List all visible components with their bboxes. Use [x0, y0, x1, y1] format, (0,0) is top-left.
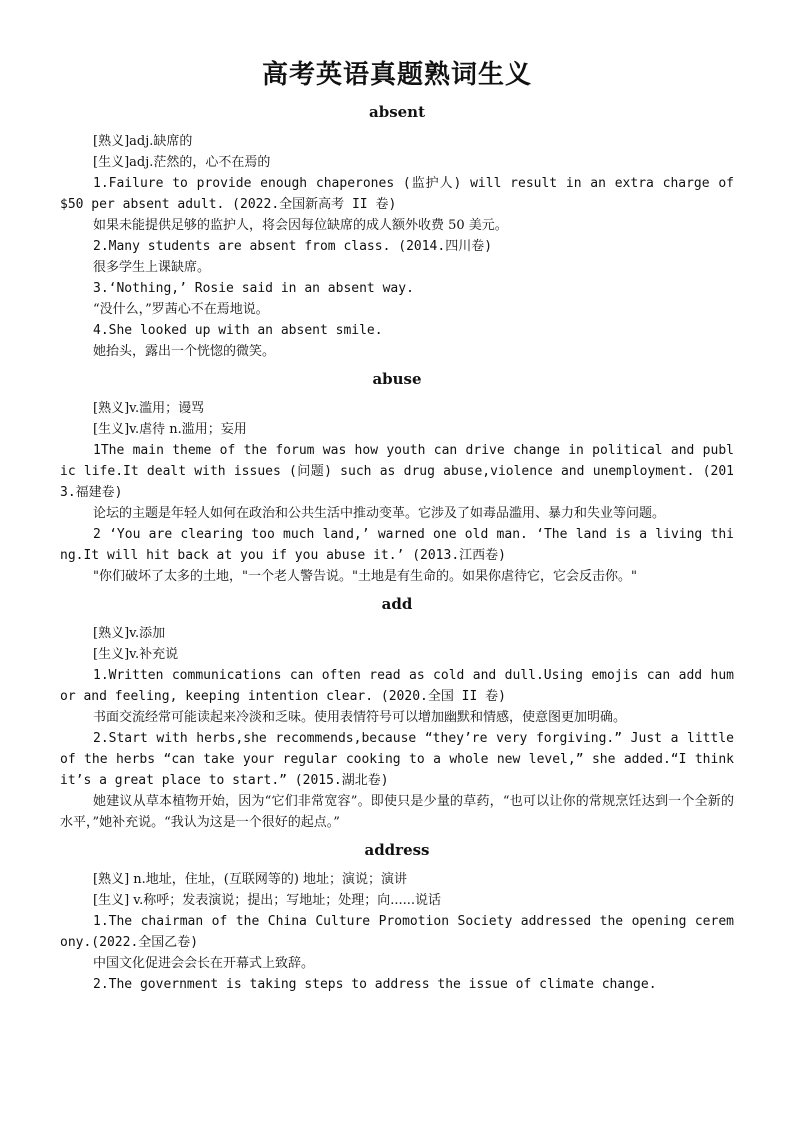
example-sentence: 1.Failure to provide enough chaperones (监护人) will result in an extra charge of $50 per absent adult. (2022.全国新高考 II 卷): [60, 176, 734, 213]
translation: 很多学生上课缺席。: [93, 260, 211, 276]
translation: 她建议从草本植物开始，因为“它们非常宽容”。即使只是少量的草药，“也可以让你的常规烹饪达到一个全新的水平，”她补充说。“我认为这是一个很好的起点。”: [60, 794, 734, 831]
headword: add: [381, 595, 413, 614]
rare-meaning: [生义] v.称呼；发表演说；提出；写地址；处理；向......说话: [93, 893, 442, 909]
headword: address: [364, 841, 430, 860]
rare-meaning: [生义]v.虐待 n.滥用；妄用: [93, 422, 247, 438]
translation: 书面交流经常可能读起来冷淡和乏味。使用表情符号可以增加幽默和情感，使意图更加明确。: [93, 710, 627, 726]
example-sentence: 1The main theme of the forum was how youth can drive change in political and public life.It dealt with issues (问题) such as drug abuse,violence and unemployment. (2013.福建卷): [60, 443, 734, 501]
rare-meaning: [生义]v.补充说: [93, 647, 179, 663]
example-sentence: 1.Written communications can often read as cold and dull.Using emojis can add humor and feeling, keeping intention clear. (2020.全国 II 卷): [60, 668, 734, 705]
translation: 她抬头，露出一个恍惚的微笑。: [93, 344, 276, 360]
example-sentence: 3.‘Nothing,’ Rosie said in an absent way.: [93, 281, 414, 297]
example-sentence: 4.She looked up with an absent smile.: [93, 323, 383, 339]
example-sentence: 2 ‘You are clearing too much land,’ warned one old man. ‘The land is a living thing.It will hit back at you if you abuse it.’ (2013.江西卷): [60, 527, 734, 564]
translation: "你们破坏了太多的土地，"一个老人警告说。"土地是有生命的。如果你虐待它，它会反击你。": [93, 569, 637, 585]
common-meaning: [熟义]v.添加: [93, 626, 166, 642]
headword: absent: [368, 103, 426, 122]
example-sentence: 2.The government is taking steps to address the issue of climate change.: [93, 977, 657, 993]
translation: 中国文化促进会会长在开幕式上致辞。: [93, 956, 315, 972]
common-meaning: [熟义]adj.缺席的: [93, 134, 193, 150]
example-sentence: 2.Many students are absent from class. (2014.四川卷): [93, 239, 493, 255]
page-title: 高考英语真题熟词生义: [261, 60, 532, 90]
example-sentence: 2.Start with herbs,she recommends,because “they’re very forgiving.” Just a little of the herbs “can take your regular cooking to a whole new level,” she added.“I think it’s a great place to start.” (2015.湖北卷): [60, 731, 734, 789]
translation: 论坛的主题是年轻人如何在政治和公共生活中推动变革。它涉及了如毒品滥用、暴力和失业等问题。: [93, 506, 666, 522]
entry-address: [60, 841, 734, 995]
rare-meaning: [生义]adj.茫然的，心不在焉的: [93, 155, 271, 171]
entry-abuse: [60, 370, 734, 587]
example-sentence: 1.The chairman of the China Culture Promotion Society addressed the opening ceremony.(2022.全国乙卷): [60, 914, 734, 951]
headword: abuse: [372, 370, 422, 389]
common-meaning: [熟义] n.地址，住址，(互联网等的) 地址；演说；演讲: [93, 872, 408, 888]
common-meaning: [熟义]v.滥用；谩骂: [93, 401, 205, 417]
document-page: [60, 60, 734, 995]
translation: 如果未能提供足够的监护人，将会因每位缺席的成人额外收费 50 美元。: [93, 218, 508, 234]
entry-add: [60, 595, 734, 833]
translation: “没什么，”罗茜心不在焉地说。: [93, 302, 269, 318]
entry-absent: [60, 103, 734, 362]
